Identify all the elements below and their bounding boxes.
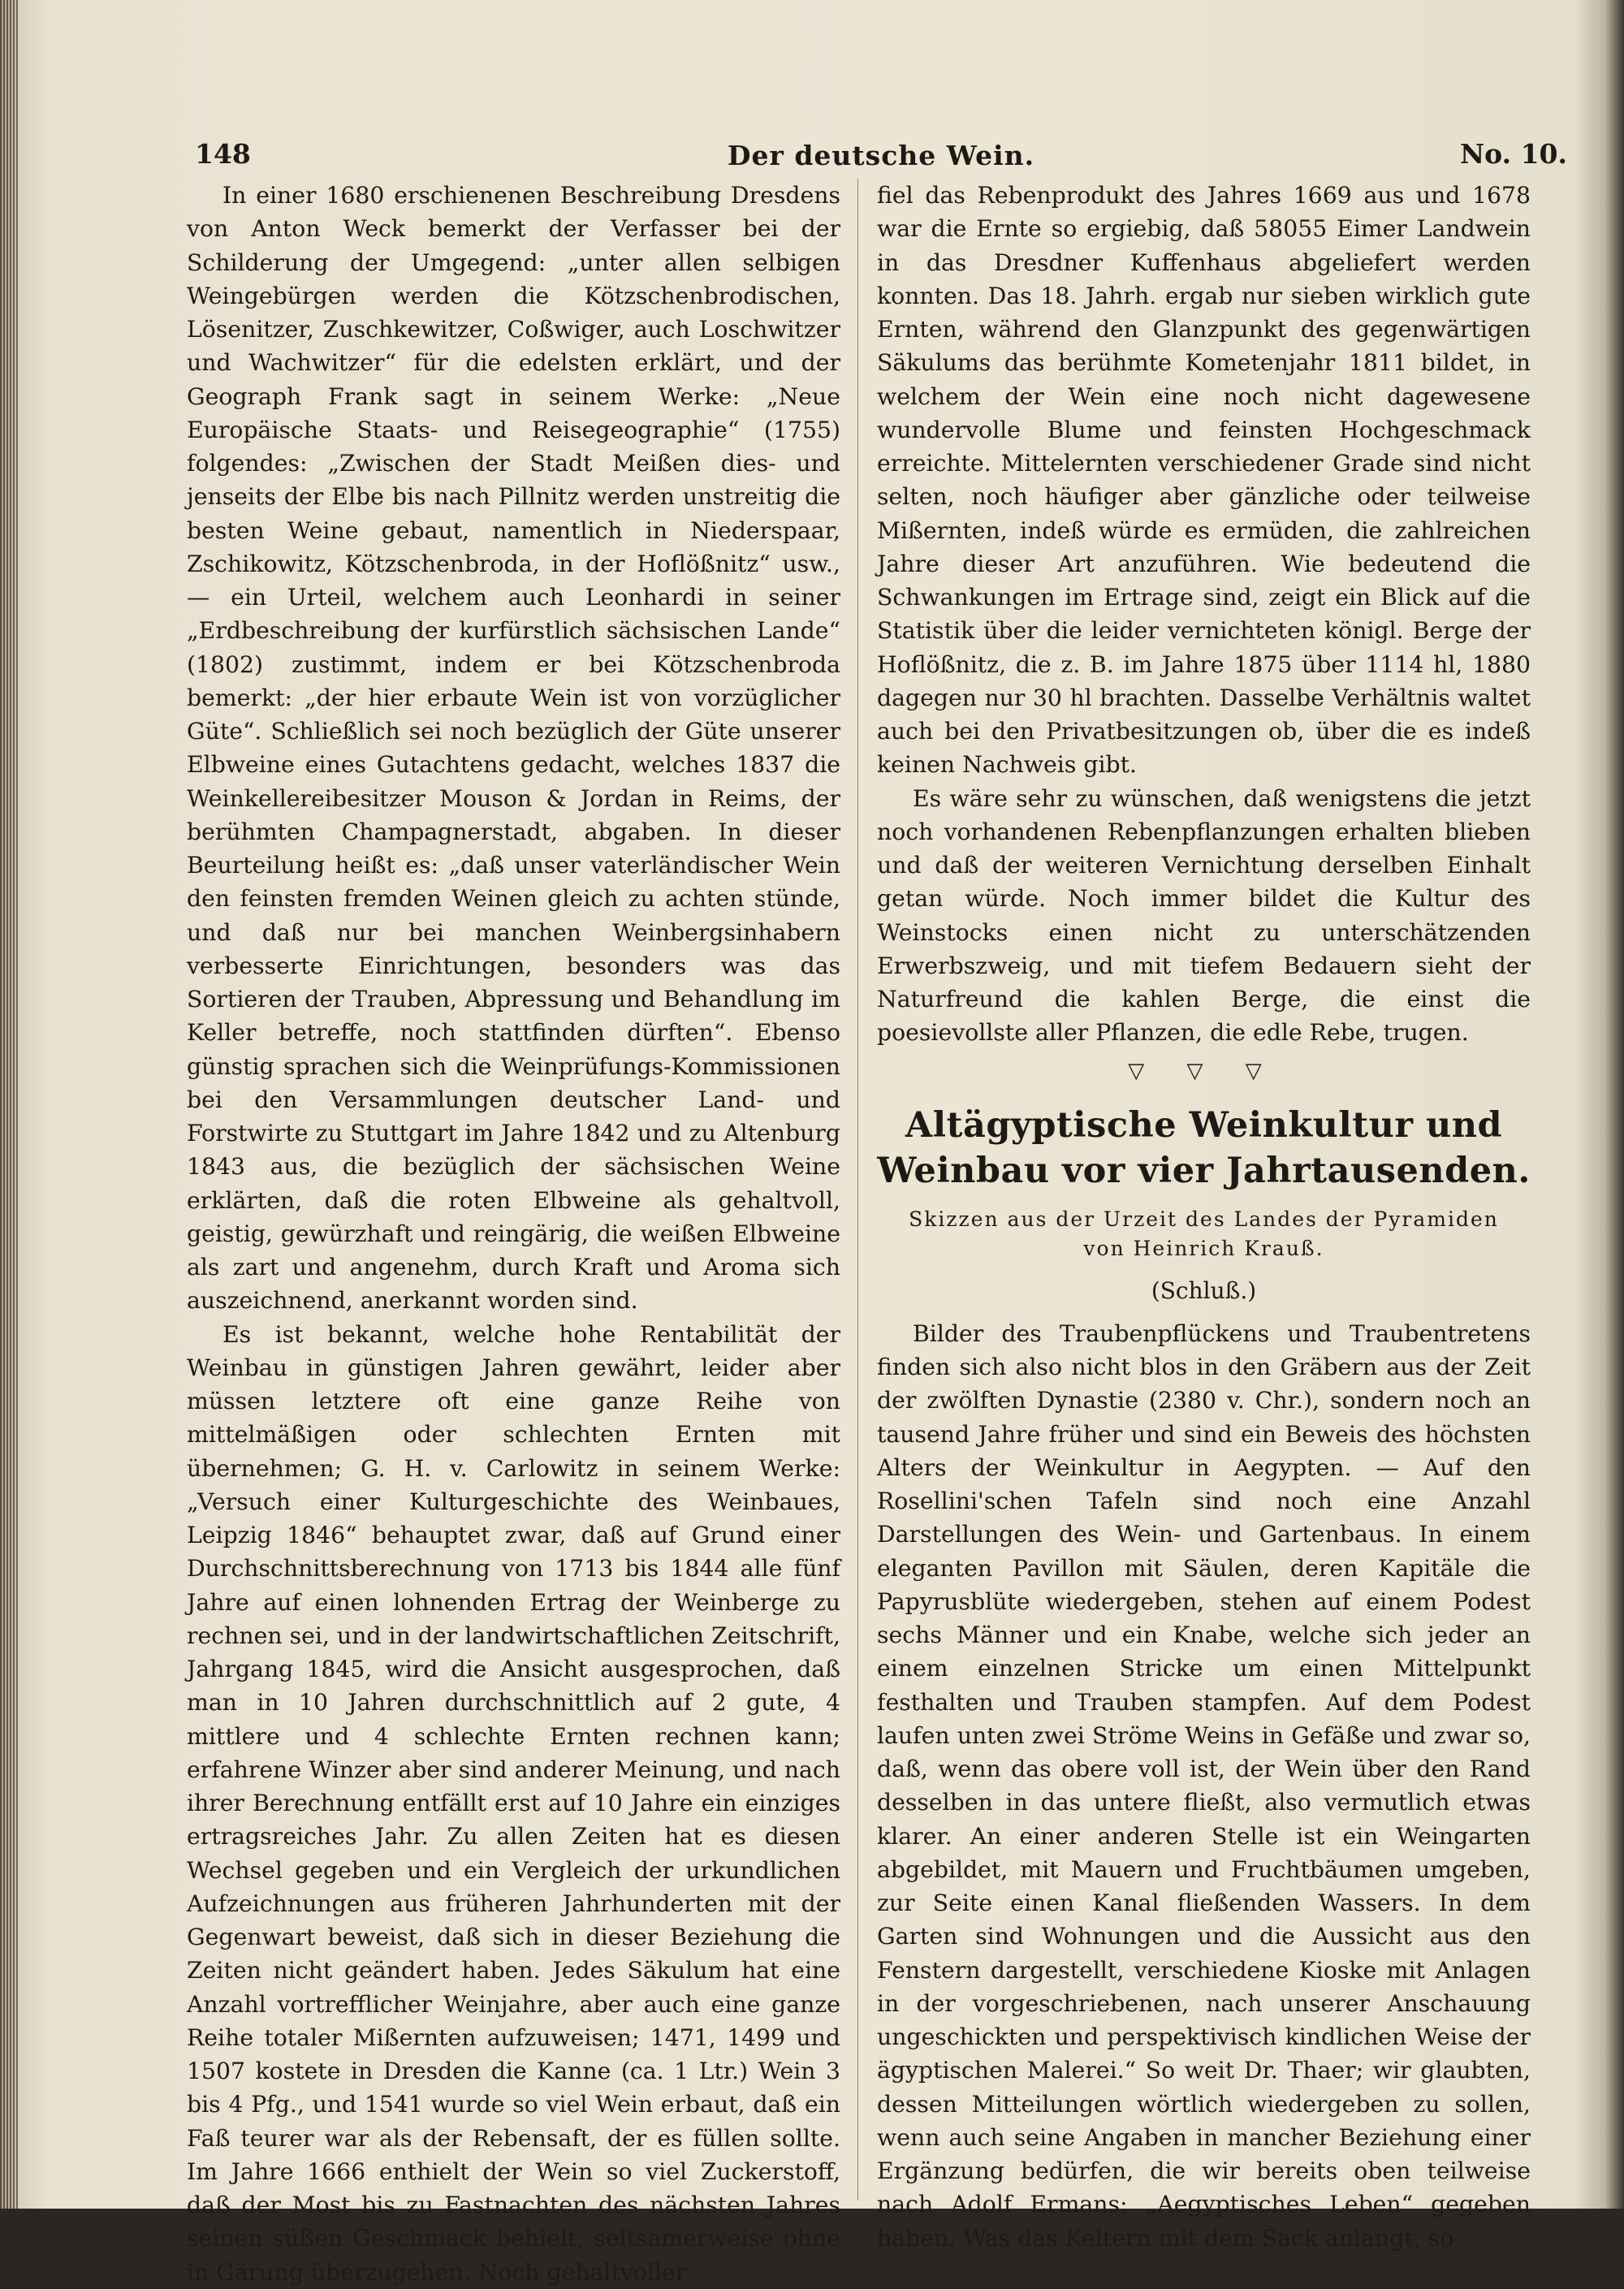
newspaper-page	[146, 114, 1575, 2286]
running-title: Der deutsche Wein.	[727, 140, 1035, 171]
left-paragraph-2: Es ist bekannt, welche hohe Rentabilität der Weinbau in günstigen Jahren gewährt, leider aber müssen letztere oft eine ganze Reihe von mittelmäßigen oder schlechten Ernten mit übernehmen; G. H. v. Carlowitz in seinem Werke: „Versuch einer Kulturgeschichte des Weinbaues, Leipzig 1846“ behauptet zwar, daß auf Grund einer Durchschnittsberechnung von 1713 bis 1844 alle fünf Jahre auf einen lohnenden Ertrag der Weinberge zu rechnen sei, und in der landwirtschaftlichen Zeitschrift, Jahrgang 1845, wird die Ansicht ausgesprochen, daß man in 10 Jahren durchschnittlich auf 2 gute, 4 mittlere und 4 schlechte Ernten rechnen kann; erfahrene Winzer aber sind anderer Meinung, und nach ihrer Berechnung entfällt erst auf 10 Jahre ein einziges ertragsreiches Jahr. Zu allen Zeiten hat es diesen Wechsel gegeben und ein Vergleich der urkundlichen Aufzeichnungen aus früheren Jahrhunderten mit der Gegenwart beweist, daß sich in dieser Beziehung die Zeiten nicht geändert haben. Jedes Säkulum hat eine Anzahl vortrefflicher Weinjahre, aber auch eine ganze Reihe totaler Mißernten aufzuweisen; 1471, 1499 und 1507 kostete in Dresden die Kanne (ca. 1 Ltr.) Wein 3 bis 4 Pfg., und 1541 wurde so viel Wein erbaut, daß ein Faß teurer war als der Rebensaft, der es füllen sollte. Im Jahre 1666 enthielt der Wein so viel Zuckerstoff, daß der Most bis zu Fastnachten des nächsten Jahres seinen süßen Geschmack behielt, seltsamerweise ohne in Gärung überzugehen. Noch gehaltvoller	[187, 1320, 840, 2286]
continuation-note: (Schluß.)	[1151, 1276, 1257, 1304]
right-paragraph-3: Bilder des Traubenpflückens und Traubentretens finden sich also nicht blos in den Gräbern aus der Zeit der zwölften Dynastie (2380 v. Chr.), sondern noch an tausend Jahre früher und sind ein Beweis des höchsten Alters der Weinkultur in Aegypten. — Auf den Rosellini'schen Tafeln sind noch eine Anzahl Darstellungen des Wein- und Gartenbaus. In einem eleganten Pavillon mit Säulen, deren Kapitäle die Papyrusblüte wiedergeben, stehen auf einem Podest sechs Männer und ein Knabe, welche sich jeder an einem einzelnen Stricke um einen Mittelpunkt festhalten und Trauben stampfen. Auf dem Podest laufen unten zwei Ströme Weins in Gefäße und zwar so, daß, wenn das obere voll ist, der Wein über den Rand desselben in das untere fließt, also vermutlich etwas klarer. An einer anderen Stelle ist ein Weingarten abgebildet, mit Mauern und Fruchtbäumen umgeben, zur Seite einen Kanal fließenden Wassers. In dem Garten sind Wohnungen und die Aussicht aus den Fenstern dargestellt, verschiedene Kioske mit Anlagen in der vorgeschriebenen, nach unserer Anschauung ungeschickten und perspektivisch kindlichen Weise der ägyptischen Malerei.“ So weit Dr. Thaer; wir glaubten, dessen Mitteilungen wörtlich wiedergeben zu sollen, wenn auch seine Angaben in mancher Beziehung einer Ergänzung bedürfen, die wir bereits oben teilweise nach Adolf Ermans: „Aegyptisches Leben“ gegeben haben. Was das Keltern mit dem Sack anlangt, so	[877, 1319, 1531, 2252]
issue-number: No. 10.	[1460, 138, 1567, 170]
book-spine-edge	[0, 0, 18, 2209]
column-divider	[857, 179, 858, 2200]
page-header	[195, 130, 1567, 179]
left-paragraph-1: In einer 1680 erschienenen Beschreibung Dresdens von Anton Weck bemerkt der Verfasser bei der Schilderung der Umgegend: „unter allen selbigen Weingebürgen werden die Kötzschenbrodischen, Lösenitzer, Zuschkewitzer, Coßwiger, auch Loschwitzer und Wachwitzer“ für die edelsten erklärt, und der Geograph Frank sagt in seinem Werke: „Neue Europäische Staats- und Reisegeographie“ (1755) folgendes: „Zwischen der Stadt Meißen dies- und jenseits der Elbe bis nach Pillnitz werden unstreitig die besten Weine gebaut, namentlich in Niederspaar, Zschikowitz, Kötzschenbroda, in der Hoflößnitz“ usw., — ein Urteil, welchem auch Leonhardi in seiner „Erdbeschreibung der kurfürstlich sächsischen Lande“ (1802) zustimmt, indem er bei Kötzschenbroda bemerkt: „der hier erbaute Wein ist von vorzüglicher Güte“. Schließlich sei noch bezüglich der Güte unserer Elbweine eines Gutachtens gedacht, welches 1837 die Weinkellereibesitzer Mouson & Jordan in Reims, der berühmten Champagnerstadt, abgaben. In dieser Beurteilung heißt es: „daß unser vaterländischer Wein den feinsten fremden Weinen gleich zu achten stünde, und daß nur bei manchen Weinbergsinhabern verbesserte Einrichtungen, besonders was das Sortieren der Trauben, Abpressung und Behandlung im Keller betreffe, noch stattfinden dürften“. Ebenso günstig sprachen sich die Weinprüfungs-Kommissionen bei den Versammlungen deutscher Land- und Forstwirte zu Stuttgart im Jahre 1842 und zu Altenburg 1843 aus, die bezüglich der sächsischen Weine erklärten, daß die roten Elbweine als gehaltvoll, geistig, gewürzhaft und reingärig, die weißen Elbweine als zart und angenehm, durch Kraft und Aroma sich auszeichnend, anerkannt worden sind.	[187, 182, 840, 1315]
right-paragraph-1: fiel das Rebenprodukt des Jahres 1669 aus und 1678 war die Ernte so ergiebig, daß 58055 Eimer Landwein in das Dresdner Kuffenhaus abgeliefert werden konnten. Das 18. Jahrh. ergab nur sieben wirklich gute Ernten, während den Glanzpunkt des gegenwärtigen Säkulums das berühmte Kometenjahr 1811 bildet, in welchem der Wein eine noch nicht dagewesene wundervolle Blume und feinsten Hochgeschmack erreichte. Mittelernten verschiedener Grade sind nicht selten, noch häufiger aber gänzliche oder teilweise Mißernten, indeß würde es ermüden, die zahlreichen Jahre dieser Art anzuführen. Wie bedeutend die Schwankungen im Ertrage sind, zeigt ein Blick auf die Statistik über die leider vernichteten königl. Berge der Hoflößnitz, die z. B. im Jahre 1875 über 1114 hl, 1880 dagegen nur 30 hl brachten. Dasselbe Verhältnis waltet auch bei den Privatbesitzungen ob, über die es indeß keinen Nachweis gibt.	[877, 182, 1531, 779]
article-title: Altägyptische Weinkultur und Weinbau vor vier Jahrtausenden.	[877, 1104, 1531, 1191]
article-subtitle: Skizzen aus der Urzeit des Landes der Pyramiden	[909, 1207, 1499, 1231]
article-author: von Heinrich Krauß.	[1083, 1236, 1324, 1260]
section-ornament: ▽ ▽ ▽	[1128, 1058, 1280, 1083]
right-paragraph-2: Es wäre sehr zu wünschen, daß wenigstens die jetzt noch vorhandenen Rebenpflanzungen erhalten blieben und daß der weiteren Vernichtung derselben Einhalt getan würde. Noch immer bildet die Kultur des Weinstocks einen nicht zu unterschätzenden Erwerbszweig, und mit tiefem Bedauern sieht der Naturfreund die kahlen Berge, die einst die poesievollste aller Pflanzen, die edle Rebe, trugen.	[877, 784, 1531, 1047]
page-right-edge	[1575, 0, 1624, 2209]
page-number: 148	[195, 138, 251, 170]
left-column	[187, 179, 840, 2289]
right-column	[877, 179, 1531, 2255]
